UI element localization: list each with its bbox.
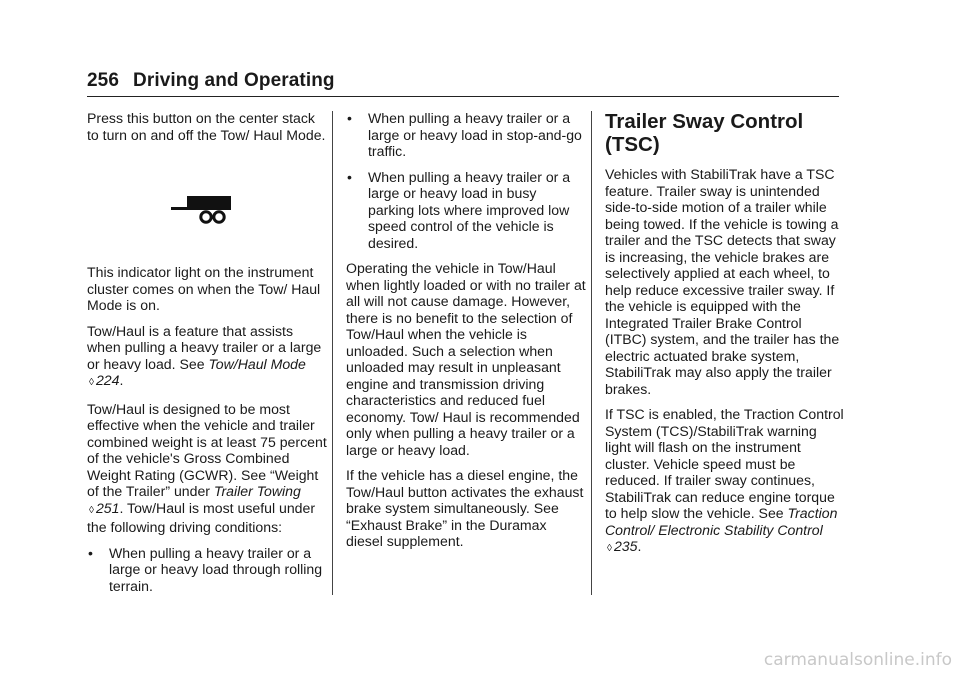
paragraph-lightly-loaded: Operating the vehicle in Tow/Haul when lightly loaded or with no trailer at all will not cause damage. However, there is no benefit to the selection of Tow/Haul when the vehicle is unloaded. Such a selection when unloaded may result in unpleasant engine and transmission driving characteristics and reduced fuel economy. Tow/ Haul is recommended only when pulling a heavy trailer or a large or heavy load. xyxy=(346,260,586,458)
column-3 xyxy=(605,110,845,567)
section-title: Driving and Operating xyxy=(133,70,335,91)
trailer-tow-icon xyxy=(171,194,235,228)
text-run: Tow/Haul is designed to be most effective when the vehicle and trailer combined weight is at least 75 percent of the vehicle's Gross Combined Weight Rating (GCWR). See “Weight of the Trailer” under xyxy=(87,400,327,499)
text-run: . xyxy=(119,372,124,388)
bullet-mark: • xyxy=(347,110,352,126)
text-run: Tow/Haul is a feature that assists when pulling a heavy trailer or a large or heavy load. See xyxy=(87,322,322,372)
column-divider-2 xyxy=(591,111,592,595)
bullet-text: When pulling a heavy trailer or a large or heavy load through rolling terrain. xyxy=(109,544,323,594)
paragraph-feature xyxy=(87,323,327,392)
page-ref-235[interactable]: 235 xyxy=(613,538,638,554)
bullet-text: When pulling a heavy trailer or a large or heavy load in stop-and-go traffic. xyxy=(368,110,582,159)
header-rule xyxy=(87,96,839,97)
page-ref-251[interactable]: 251 xyxy=(95,499,120,516)
text-run: . xyxy=(637,538,642,554)
column-2 xyxy=(346,110,586,559)
paragraph-design xyxy=(87,401,327,536)
paragraph-tsc: Vehicles with StabiliTrak have a TSC feature. Trailer sway is unintended side-to-side motion of a trailer while being towed. If the vehicle is towing a trailer and the TSC detects that sway is increasing, the vehicle brakes are selectively applied at each wheel, to help reduce excessive trailer sway. If the vehicle is equipped with the Integrated Trailer Brake Control (ITBC) system, and the trailer has the electric actuated brake system, StabiliTrak may also apply the trailer brakes. xyxy=(605,166,840,397)
text-run: . Tow/Haul is most useful under the following driving conditions: xyxy=(87,499,316,535)
tow-haul-icon-area xyxy=(87,152,327,264)
page-header xyxy=(87,70,335,92)
watermark: carmanualsonline.info xyxy=(763,650,952,670)
paragraph-tsc-enabled xyxy=(605,406,845,558)
page-ref-icon: ◊ xyxy=(89,377,94,388)
link-traction-control[interactable]: Traction Control/ Electronic Stability Control xyxy=(605,505,838,538)
page-number: 256 xyxy=(87,70,120,91)
paragraph-indicator: This indicator light on the instrument cluster comes on when the Tow/ Haul Mode is on. xyxy=(87,264,321,313)
text-run: If TSC is enabled, the Traction Control System (TCS)/StabiliTrak warning light will flash on the instrument cluster. Vehicle speed must be reduced. If trailer sway continues, StabiliTrak can reduce engine torque to help slow the vehicle. See xyxy=(605,406,844,521)
list-item xyxy=(346,110,586,160)
column-1 xyxy=(87,110,327,603)
link-trailer-towing[interactable]: Trailer Towing xyxy=(213,483,301,499)
page-ref-224[interactable]: 224 xyxy=(95,372,120,388)
bullet-mark: • xyxy=(88,544,93,561)
list-item xyxy=(346,169,586,252)
list-item xyxy=(87,545,327,595)
page-ref-icon: ◊ xyxy=(89,504,94,516)
page-ref-icon: ◊ xyxy=(607,543,612,554)
bullet-mark: • xyxy=(347,168,352,185)
paragraph-diesel: If the vehicle has a diesel engine, the Tow/Haul button activates the exhaust brake system simultaneously. See “Exhaust Brake” in the Duramax diesel supplement. xyxy=(346,467,584,549)
section-heading: Trailer Sway Control (TSC) xyxy=(605,110,804,156)
link-tow-haul-mode[interactable]: Tow/Haul Mode xyxy=(208,355,306,372)
paragraph-button-intro: Press this button on the center stack to turn on and off the Tow/ Haul Mode. xyxy=(87,110,326,143)
bullet-text: When pulling a heavy trailer or a large or heavy load in busy parking lots where improved low speed control of the vehicle is desired. xyxy=(368,168,571,251)
column-divider-1 xyxy=(332,111,333,595)
